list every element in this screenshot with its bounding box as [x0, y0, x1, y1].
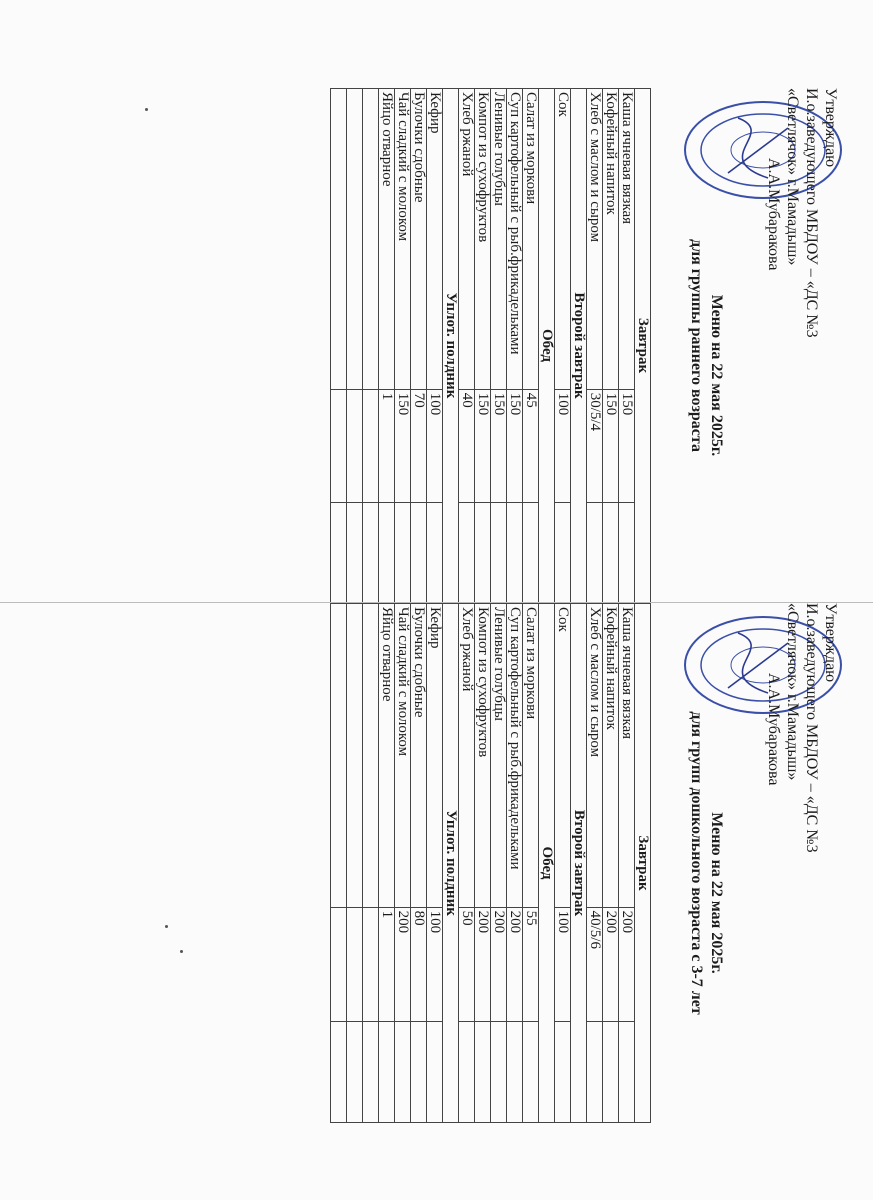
- meal-header-row: [571, 604, 587, 1123]
- menu-group: для групп дошкольного возраста с 3-7 лет: [688, 711, 705, 1015]
- empty-cell: [523, 502, 539, 602]
- menu-table-left: [330, 88, 651, 603]
- approve-org: «Светлячок» г.Мамадыш»: [784, 88, 801, 266]
- meal-header-row: [539, 89, 555, 603]
- empty-cell: [347, 604, 363, 908]
- table-row: [379, 89, 395, 603]
- meal-header-row: [571, 89, 587, 603]
- dish-quantity: 200: [507, 907, 523, 1021]
- dish-name: Яйцо отварное: [379, 604, 395, 908]
- table-row: [619, 89, 635, 603]
- empty-cell: [347, 907, 363, 1021]
- empty-cell: [347, 1021, 363, 1122]
- dish-quantity: 100: [427, 389, 443, 502]
- empty-cell: [411, 1021, 427, 1122]
- approve-signer: А.А.Мубаракова: [765, 158, 782, 271]
- empty-cell: [475, 502, 491, 602]
- dish-name: Чай сладкий с молоком: [395, 604, 411, 908]
- dish-quantity: 40: [459, 389, 475, 502]
- dish-name: Хлеб ржаной: [459, 89, 475, 390]
- dish-name: Чай сладкий с молоком: [395, 89, 411, 390]
- dish-name: Хлеб с маслом и сыром: [587, 604, 603, 908]
- dish-quantity: 150: [603, 389, 619, 502]
- table-row: [491, 89, 507, 603]
- table-row: [523, 604, 539, 1123]
- menu-title-left: [686, 88, 726, 603]
- dish-quantity: 200: [491, 907, 507, 1021]
- table-row: [603, 604, 619, 1123]
- empty-cell: [347, 502, 363, 602]
- dish-quantity: 70: [411, 389, 427, 502]
- empty-cell: [507, 502, 523, 602]
- dish-quantity: 100: [427, 907, 443, 1021]
- menu-date: Меню на 22 мая 2025г.: [708, 294, 725, 457]
- dish-name: Кефир: [427, 89, 443, 390]
- dish-name: Каша ячневая вязкая: [619, 604, 635, 908]
- table-row: [555, 89, 571, 603]
- empty-cell: [491, 502, 507, 602]
- empty-cell: [395, 502, 411, 602]
- dish-name: Компот из сухофруктов: [475, 604, 491, 908]
- table-row: [587, 604, 603, 1123]
- approve-position: И.о.заведующего МБДОУ – «ДС №3: [803, 88, 820, 338]
- dish-quantity: 200: [475, 907, 491, 1021]
- dish-name: Сок: [555, 89, 571, 390]
- empty-cell: [379, 502, 395, 602]
- empty-cell: [395, 1021, 411, 1122]
- empty-cell: [347, 89, 363, 390]
- dish-name: Компот из сухофруктов: [475, 89, 491, 390]
- meal-header-row: [443, 604, 459, 1123]
- empty-cell: [587, 502, 603, 602]
- empty-cell: [363, 604, 379, 908]
- table-row: [411, 604, 427, 1123]
- empty-cell: [603, 502, 619, 602]
- empty-cell: [347, 389, 363, 502]
- dish-quantity: 150: [475, 389, 491, 502]
- empty-cell: [363, 1021, 379, 1122]
- empty-cell: [363, 89, 379, 390]
- menu-preschool: [0, 603, 873, 1123]
- table-row: [395, 604, 411, 1123]
- dish-name: Булочки сдобные: [411, 89, 427, 390]
- empty-row: [331, 604, 347, 1123]
- meal-name: Второй завтрак: [571, 89, 587, 603]
- dish-name: Кофейный напиток: [603, 89, 619, 390]
- menu-group: для группы раннего возраста: [688, 239, 705, 452]
- empty-cell: [379, 1021, 395, 1122]
- dish-quantity: 45: [523, 389, 539, 502]
- meal-name: Уплот. полдник: [443, 604, 459, 1123]
- dish-quantity: 1: [379, 907, 395, 1021]
- scan-speck: [165, 925, 168, 928]
- empty-cell: [507, 1021, 523, 1122]
- dish-name: Хлеб ржаной: [459, 604, 475, 908]
- header-right: [640, 603, 840, 1123]
- meal-name: Обед: [539, 604, 555, 1123]
- meal-header-row: [539, 604, 555, 1123]
- meal-name: Второй завтрак: [571, 604, 587, 1123]
- approve-word: Утверждаю: [822, 603, 839, 683]
- dish-quantity: 30/5/4: [587, 389, 603, 502]
- dish-name: Кефир: [427, 604, 443, 908]
- menu-title-right: [686, 603, 726, 1123]
- table-row: [507, 89, 523, 603]
- dish-name: Ленивые голубцы: [491, 604, 507, 908]
- table-row: [523, 89, 539, 603]
- table-row: [411, 89, 427, 603]
- table-row: [475, 604, 491, 1123]
- dish-name: Булочки сдобные: [411, 604, 427, 908]
- table-row: [459, 604, 475, 1123]
- empty-cell: [331, 89, 347, 390]
- approve-word: Утверждаю: [822, 88, 839, 168]
- dish-quantity: 55: [523, 907, 539, 1021]
- dish-quantity: 50: [459, 907, 475, 1021]
- table-row: [507, 604, 523, 1123]
- dish-name: Суп картофельный с рыб.фрикадельками: [507, 604, 523, 908]
- table-row: [555, 604, 571, 1123]
- dish-quantity: 1: [379, 389, 395, 502]
- table-row: [587, 89, 603, 603]
- dish-name: Салат из моркови: [523, 89, 539, 390]
- scan-speck: [145, 108, 148, 111]
- dish-name: Кофейный напиток: [603, 604, 619, 908]
- empty-cell: [427, 1021, 443, 1122]
- scan-speck: [180, 950, 183, 953]
- dish-name: Суп картофельный с рыб.фрикадельками: [507, 89, 523, 390]
- empty-cell: [331, 907, 347, 1021]
- dish-name: Ленивые голубцы: [491, 89, 507, 390]
- table-row: [427, 89, 443, 603]
- table-row: [379, 604, 395, 1123]
- dish-quantity: 100: [555, 907, 571, 1021]
- empty-cell: [587, 1021, 603, 1122]
- dish-quantity: 100: [555, 389, 571, 502]
- meal-header-row: [635, 89, 651, 603]
- dish-quantity: 150: [507, 389, 523, 502]
- empty-row: [347, 89, 363, 603]
- menu-early-age: [0, 88, 873, 603]
- approve-org: «Светлячок» г.Мамадыш»: [784, 603, 801, 781]
- dish-quantity: 200: [603, 907, 619, 1021]
- empty-cell: [619, 1021, 635, 1122]
- empty-cell: [331, 604, 347, 908]
- approval-block-right: [764, 603, 840, 853]
- empty-row: [363, 604, 379, 1123]
- empty-cell: [459, 1021, 475, 1122]
- empty-cell: [555, 1021, 571, 1122]
- dish-name: Яйцо отварное: [379, 89, 395, 390]
- dish-quantity: 150: [491, 389, 507, 502]
- empty-cell: [603, 1021, 619, 1122]
- meal-header-row: [635, 604, 651, 1123]
- table-row: [459, 89, 475, 603]
- empty-cell: [427, 502, 443, 602]
- dish-name: Каша ячневая вязкая: [619, 89, 635, 390]
- empty-row: [331, 89, 347, 603]
- empty-row: [363, 89, 379, 603]
- table-row: [427, 604, 443, 1123]
- header-left: [640, 88, 840, 603]
- empty-cell: [459, 502, 475, 602]
- table-row: [475, 89, 491, 603]
- meal-name: Уплот. полдник: [443, 89, 459, 603]
- menu-date: Меню на 22 мая 2025г.: [708, 812, 725, 974]
- empty-cell: [555, 502, 571, 602]
- meal-header-row: [443, 89, 459, 603]
- meal-name: Обед: [539, 89, 555, 603]
- empty-cell: [523, 1021, 539, 1122]
- empty-cell: [619, 502, 635, 602]
- empty-cell: [363, 389, 379, 502]
- empty-row: [347, 604, 363, 1123]
- approve-signer: А.А.Мубаракова: [765, 673, 782, 786]
- approve-position: И.о.заведующего МБДОУ – «ДС №3: [803, 603, 820, 853]
- empty-cell: [475, 1021, 491, 1122]
- dish-name: Хлеб с маслом и сыром: [587, 89, 603, 390]
- table-row: [619, 604, 635, 1123]
- empty-cell: [411, 502, 427, 602]
- dish-name: Салат из моркови: [523, 604, 539, 908]
- meal-name: Завтрак: [635, 89, 651, 603]
- dish-quantity: 80: [411, 907, 427, 1021]
- empty-cell: [491, 1021, 507, 1122]
- empty-cell: [331, 1021, 347, 1122]
- empty-cell: [331, 389, 347, 502]
- dish-quantity: 40/5/6: [587, 907, 603, 1021]
- table-row: [491, 604, 507, 1123]
- meal-name: Завтрак: [635, 604, 651, 1123]
- dish-quantity: 200: [395, 907, 411, 1021]
- empty-cell: [363, 502, 379, 602]
- empty-cell: [331, 502, 347, 602]
- dish-quantity: 200: [619, 907, 635, 1021]
- dish-quantity: 150: [619, 389, 635, 502]
- table-row: [395, 89, 411, 603]
- dish-name: Сок: [555, 604, 571, 908]
- empty-cell: [363, 907, 379, 1021]
- approval-block-left: [764, 88, 840, 338]
- menu-table-right: [330, 603, 651, 1123]
- dish-quantity: 150: [395, 389, 411, 502]
- table-row: [603, 89, 619, 603]
